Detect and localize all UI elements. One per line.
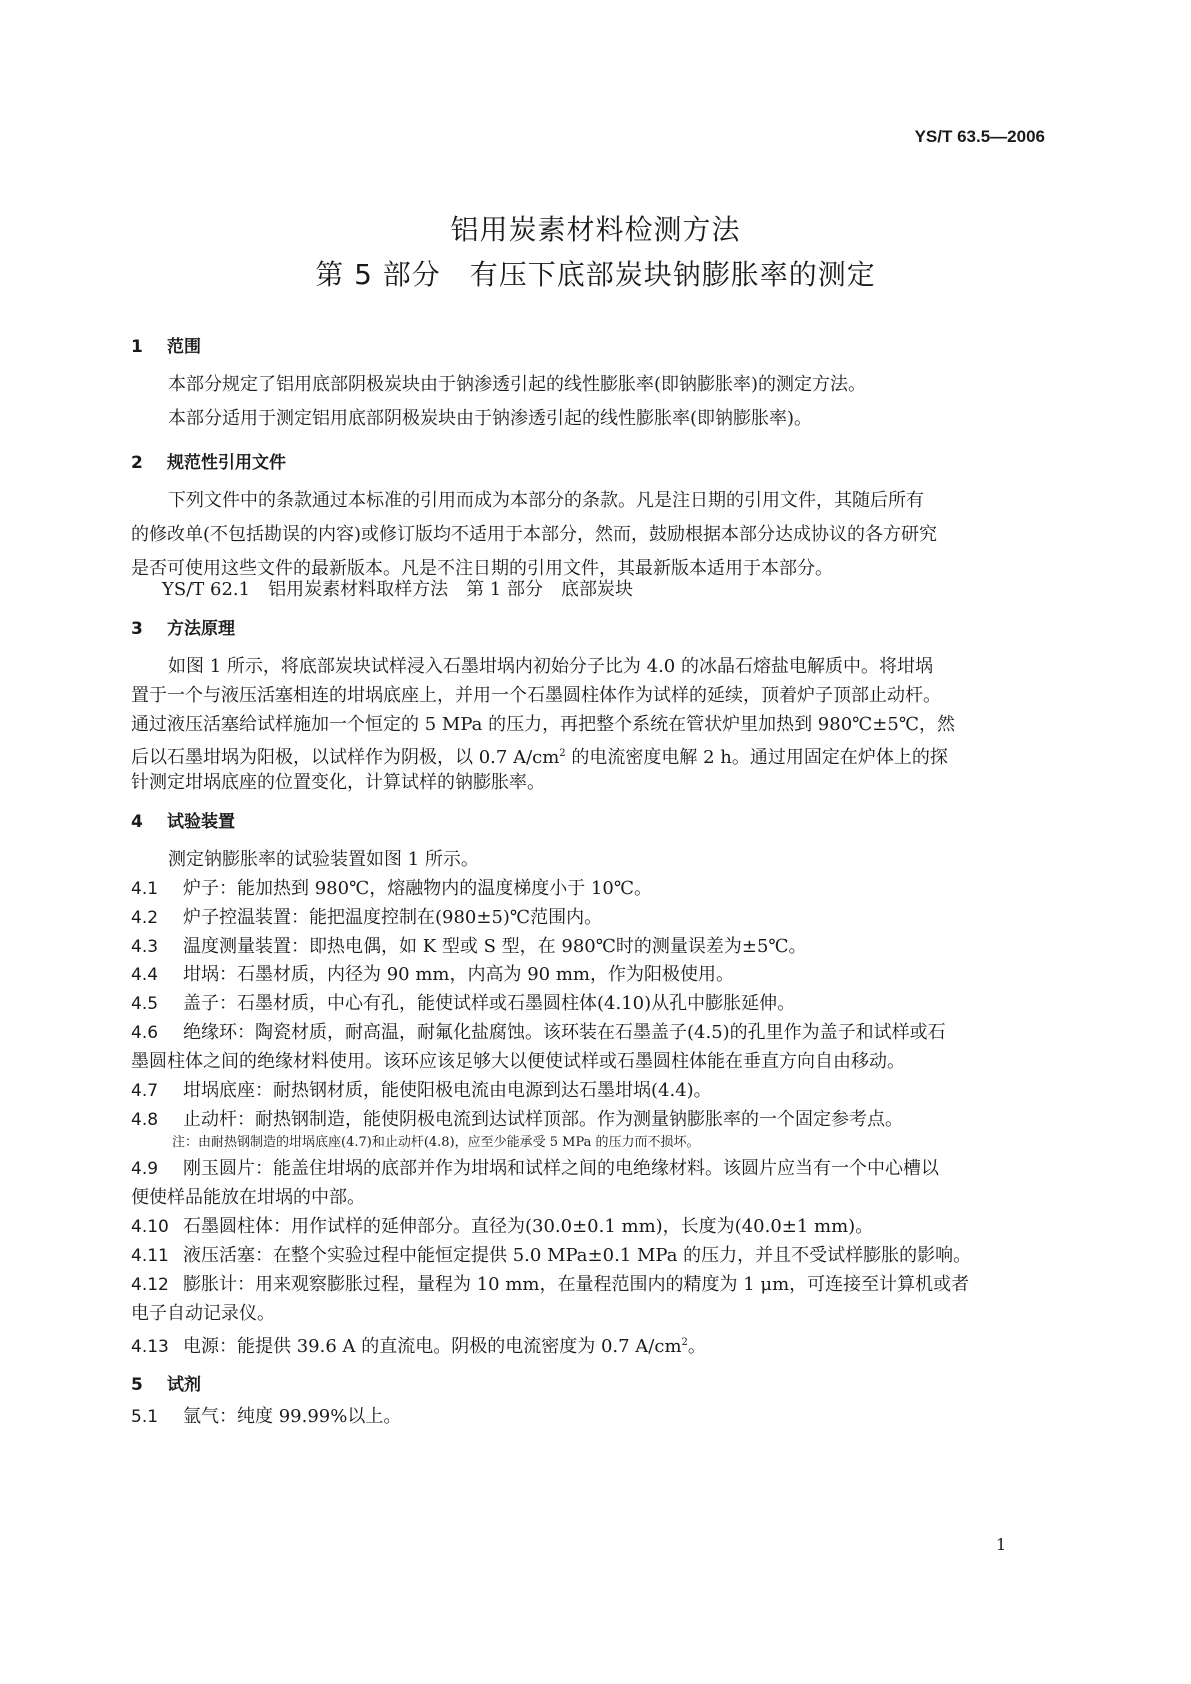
paragraph: 下列文件中的条款通过本标准的引用而成为本部分的条款。凡是注日期的引用文件，其随后所有: [168, 490, 924, 511]
page-number: 1: [996, 1535, 1007, 1554]
section-heading-principle: 3 方法原理: [131, 619, 235, 639]
paragraph: 测定钠膨胀率的试验装置如图 1 所示。: [168, 849, 479, 870]
section-heading-apparatus: 4 试验装置: [131, 812, 235, 832]
paragraph: 针测定坩埚底座的位置变化，计算试样的钠膨胀率。: [131, 772, 545, 793]
section-heading-reagents: 5 试剂: [131, 1375, 201, 1395]
list-item-continuation: 电子自动记录仪。: [131, 1303, 275, 1324]
document-title-line-2: 第 5 部分 有压下底部炭块钠膨胀率的测定: [315, 258, 876, 291]
paragraph: 是否可使用这些文件的最新版本。凡是不注日期的引用文件，其最新版本适用于本部分。: [131, 558, 833, 579]
section-heading-normative-references: 2 规范性引用文件: [131, 453, 286, 473]
list-item: 4.3 温度测量装置：即热电偶，如 K 型或 S 型，在 980℃时的测量误差为±5℃。: [131, 936, 807, 957]
paragraph: 后以石墨坩埚为阳极，以试样作为阴极，以 0.7 $A/cm^2$ 的电流密度电解 2 h。通过用固定在炉体上的探: [131, 747, 948, 768]
paragraph: 本部分规定了铝用底部阴极炭块由于钠渗透引起的线性膨胀率(即钠膨胀率)的测定方法。: [168, 374, 867, 395]
list-item: 4.6 绝缘环：陶瓷材质，耐高温，耐氟化盐腐蚀。该环装在石墨盖子(4.5)的孔里作为盖子和试样或石: [131, 1022, 946, 1043]
list-item: 4.9 刚玉圆片：能盖住坩埚的底部并作为坩埚和试样之间的电绝缘材料。该圆片应当有一个中心槽以: [131, 1158, 939, 1179]
paragraph: 通过液压活塞给试样施加一个恒定的 5 MPa 的压力，再把整个系统在管状炉里加热到 980℃±5℃，然: [131, 714, 955, 735]
list-item-continuation: 墨圆柱体之间的绝缘材料使用。该环应该足够大以便使试样或石墨圆柱体能在垂直方向自由移动。: [131, 1051, 905, 1072]
paragraph: 如图 1 所示，将底部炭块试样浸入石墨坩埚内初始分子比为 4.0 的冰晶石熔盐电解质中。将坩埚: [168, 656, 933, 677]
list-item-continuation: 便使样品能放在坩埚的中部。: [131, 1187, 365, 1208]
paragraph: 置于一个与液压活塞相连的坩埚底座上，并用一个石墨圆柱体作为试样的延续，顶着炉子顶部止动杆。: [131, 685, 941, 706]
list-item: 4.8 止动杆：耐热钢制造，能使阴极电流到达试样顶部。作为测量钠膨胀率的一个固定参考点。: [131, 1109, 903, 1130]
list-item: 4.4 坩埚：石墨材质，内径为 90 mm，内高为 90 mm，作为阳极使用。: [131, 964, 734, 985]
list-item: 4.5 盖子：石墨材质，中心有孔，能使试样或石墨圆柱体(4.10)从孔中膨胀延伸。: [131, 993, 796, 1014]
list-item: 4.2 炉子控温装置：能把温度控制在(980±5)℃范围内。: [131, 907, 603, 928]
list-item: 4.7 坩埚底座：耐热钢材质，能使阳极电流由电源到达石墨坩埚(4.4)。: [131, 1080, 712, 1101]
list-item: 5.1 氩气：纯度 99.99%以上。: [131, 1406, 402, 1427]
paragraph: 本部分适用于测定铝用底部阴极炭块由于钠渗透引起的线性膨胀率(即钠膨胀率)。: [168, 408, 813, 429]
document-title-line-1: 铝用炭素材料检测方法: [450, 213, 741, 246]
reference-entry: YS/T 62.1 铝用炭素材料取样方法 第 1 部分 底部炭块: [162, 579, 633, 600]
list-item: 4.11 液压活塞：在整个实验过程中能恒定提供 5.0 MPa±0.1 MPa 的压力，并且不受试样膨胀的影响。: [131, 1245, 972, 1266]
note: 注：由耐热钢制造的坩埚底座(4.7)和止动杆(4.8)，应至少能承受 5 MPa 的压力而不损坏。: [172, 1135, 700, 1150]
paragraph: 的修改单(不包括勘误的内容)或修订版均不适用于本部分，然而，鼓励根据本部分达成协议的各方研究: [131, 524, 938, 545]
list-item: 4.12 膨胀计：用来观察膨胀过程，量程为 10 mm，在量程范围内的精度为 1 μm，可连接至计算机或者: [131, 1274, 970, 1295]
list-item: 4.1 炉子：能加热到 980℃，熔融物内的温度梯度小于 10℃。: [131, 878, 652, 899]
standard-code: YS/T 63.5—2006: [914, 127, 1045, 146]
section-heading-scope: 1 范围: [131, 337, 201, 357]
list-item: 4.10 石墨圆柱体：用作试样的延伸部分。直径为(30.0±0.1 mm)，长度为(40.0±1 mm)。: [131, 1216, 874, 1237]
list-item: 4.13 电源：能提供 39.6 A 的直流电。阴极的电流密度为 0.7 $A/cm^2$。: [131, 1336, 706, 1357]
